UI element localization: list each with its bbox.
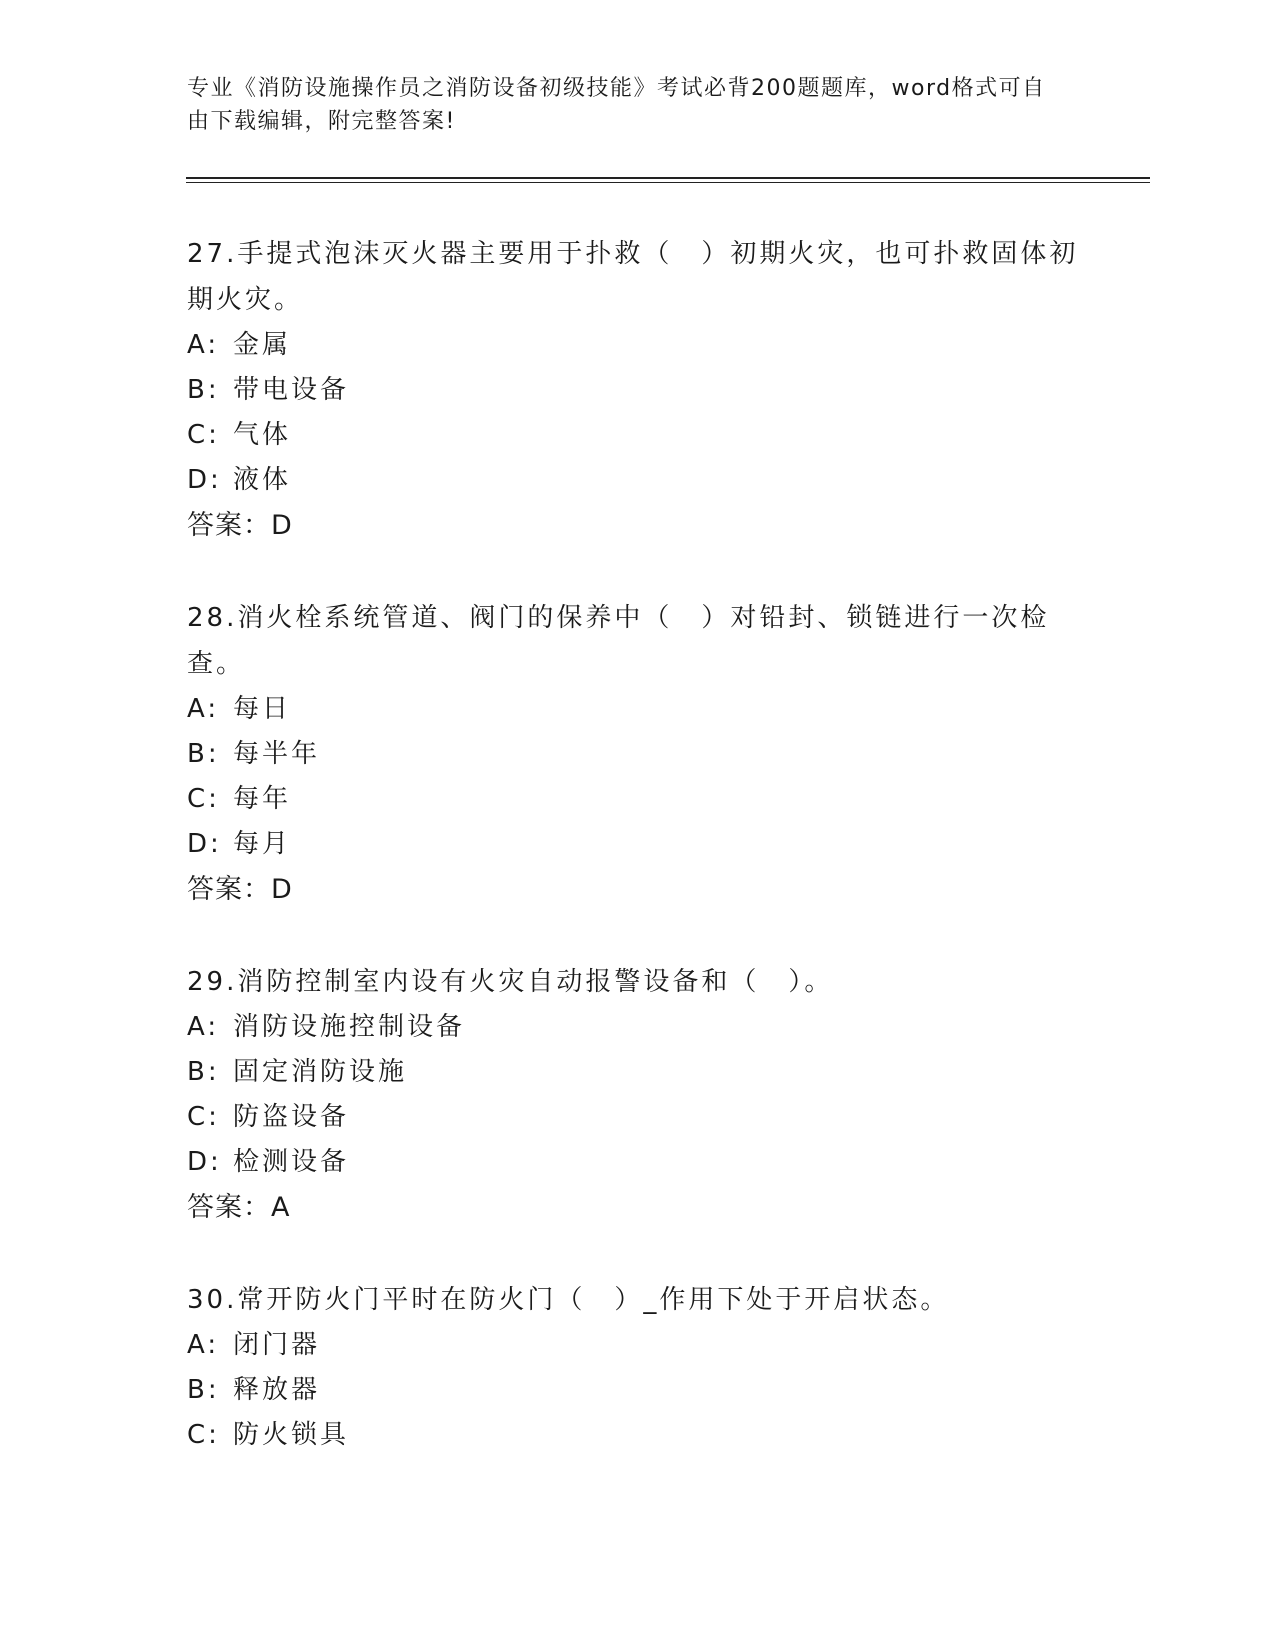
question-list — [187, 231, 1087, 1504]
question-27 — [187, 231, 1087, 549]
option-d — [187, 822, 1087, 867]
option-text: 每月 — [233, 829, 292, 859]
option-c — [187, 1413, 1087, 1458]
option-b — [187, 1050, 1087, 1095]
option-d — [187, 1140, 1087, 1185]
question-text: 28.消火栓系统管道、阀门的保养中（ ）对铅封、锁链进行一次检查。 — [187, 603, 1050, 679]
header-divider — [186, 177, 1150, 183]
option-text: 带电设备 — [233, 375, 350, 405]
option-letter: D: — [187, 1147, 222, 1177]
option-text: 每年 — [233, 784, 292, 814]
option-letter: C: — [187, 1102, 220, 1132]
option-letter: B: — [187, 375, 220, 405]
option-a — [187, 323, 1087, 368]
document-header: 专业《消防设施操作员之消防设备初级技能》考试必背200题题库，word格式可自由下载编辑，附完整答案! — [187, 76, 1046, 134]
question-text: 30.常开防火门平时在防火门（ ）_作用下处于开启状态。 — [187, 1285, 950, 1315]
option-a — [187, 1323, 1087, 1368]
question-30 — [187, 1277, 1087, 1458]
option-text: 液体 — [233, 465, 292, 495]
option-text: 释放器 — [233, 1375, 321, 1405]
option-letter: C: — [187, 784, 220, 814]
option-text: 闭门器 — [233, 1330, 321, 1360]
option-text: 检测设备 — [233, 1147, 350, 1177]
answer-line: 答案：D — [187, 510, 293, 541]
question-28 — [187, 595, 1087, 913]
option-b — [187, 732, 1087, 777]
option-letter: B: — [187, 1057, 220, 1087]
option-letter: A: — [187, 330, 220, 360]
option-d — [187, 458, 1087, 503]
option-letter: A: — [187, 1012, 220, 1042]
option-text: 消防设施控制设备 — [233, 1012, 466, 1042]
option-letter: D: — [187, 829, 222, 859]
option-letter: A: — [187, 694, 220, 724]
option-text: 金属 — [233, 330, 292, 360]
option-text: 每半年 — [233, 739, 321, 769]
option-a — [187, 687, 1087, 732]
option-letter: D: — [187, 465, 222, 495]
option-letter: B: — [187, 1375, 220, 1405]
option-text: 每日 — [233, 694, 292, 724]
option-letter: C: — [187, 1420, 220, 1450]
option-text: 固定消防设施 — [233, 1057, 408, 1087]
option-c — [187, 777, 1087, 822]
option-a — [187, 1005, 1087, 1050]
question-text: 29.消防控制室内设有火灾自动报警设备和（ ）。 — [187, 967, 834, 997]
option-c — [187, 413, 1087, 458]
option-letter: C: — [187, 420, 220, 450]
option-b — [187, 1368, 1087, 1413]
option-text: 防火锁具 — [233, 1420, 350, 1450]
option-letter: B: — [187, 739, 220, 769]
option-letter: A: — [187, 1330, 220, 1360]
option-text: 气体 — [233, 420, 292, 450]
answer-line: 答案：A — [187, 1192, 291, 1223]
question-29 — [187, 959, 1087, 1231]
option-b — [187, 368, 1087, 413]
option-c — [187, 1095, 1087, 1140]
option-text: 防盗设备 — [233, 1102, 350, 1132]
question-text: 27.手提式泡沫灭火器主要用于扑救（ ）初期火灾，也可扑救固体初期火灾。 — [187, 239, 1079, 315]
answer-line: 答案：D — [187, 874, 293, 905]
